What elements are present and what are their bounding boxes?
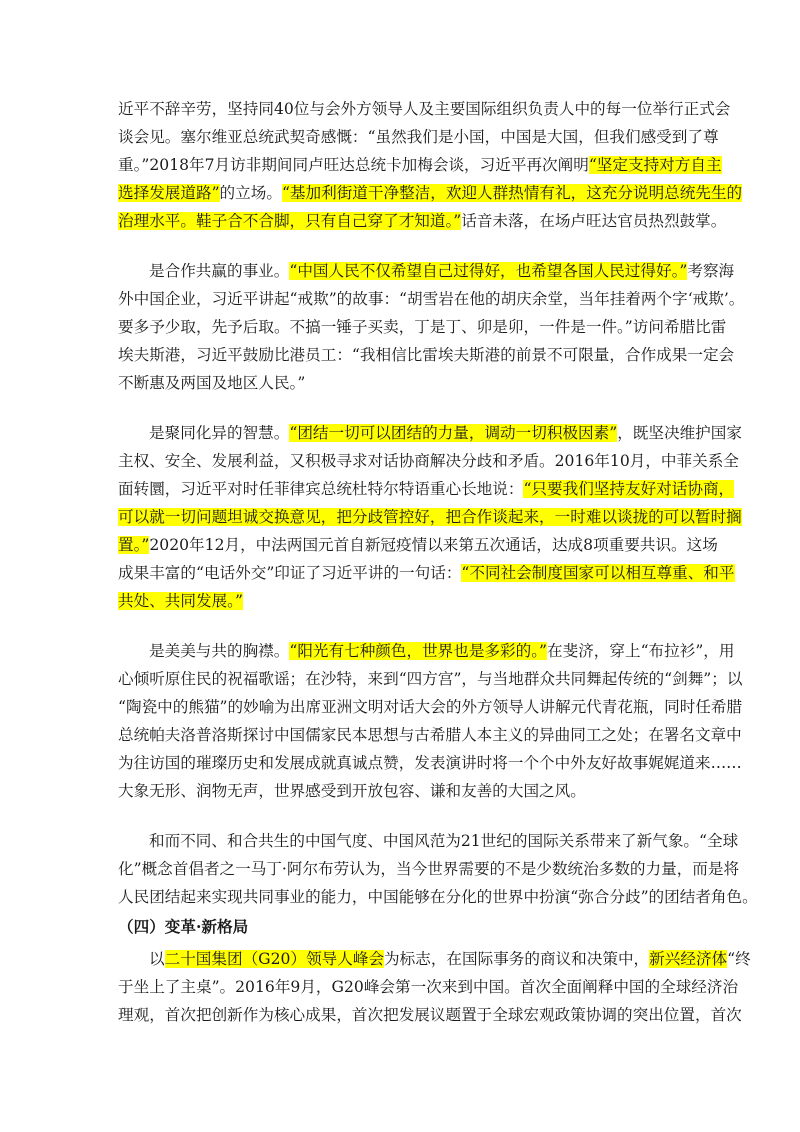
highlighted-text: “坚定支持对方自主	[588, 156, 722, 174]
text-segment: 理观，首次把创新作为核心成果，首次把发展议题置于全球宏观政策协调的突出位置，首次	[118, 1006, 742, 1024]
text-line	[118, 1002, 742, 1028]
text-segment: 2020年12月，中法两国元首自新冠疫情以来第五次通话，达成8项重要共识。这场	[149, 536, 718, 554]
text-line	[118, 750, 742, 776]
text-segment: 于坐上了主桌”。2016年9月，G20峰会第一次来到中国。首次全面阐释中国的全球经济治	[118, 978, 739, 996]
highlighted-text: “基加利街道干净整洁，欢迎人群热情有礼，这充分说明总统先生的	[281, 184, 743, 202]
text-segment: 考察海	[687, 262, 735, 280]
highlighted-text: “阳光有七种颜色，世界也是多彩的。”	[289, 642, 548, 660]
text-line	[118, 448, 739, 474]
highlighted-text: 共处、共同发展。”	[118, 592, 243, 610]
text-line	[118, 588, 698, 614]
text-segment: 近平不辞辛劳，坚持同40位与会外方领导人及主要国际组织负责人中的每一位举行正式会	[118, 100, 731, 118]
text-segment: 埃夫斯港，习近平鼓励比港员工：“我相信比雷埃夫斯港的前景不可限量，合作成果一定会	[118, 346, 735, 364]
text-line	[118, 314, 727, 340]
text-segment: 话音未落，在场卢旺达官员热烈鼓掌。	[461, 212, 727, 230]
text-segment: 总统帕夫洛普洛斯探讨中国儒家民本思想与古希腊人本主义的异曲同工之处；在署名文章中	[118, 726, 742, 744]
text-line	[118, 974, 739, 1000]
text-line	[118, 532, 718, 558]
text-segment: 外中国企业，习近平讲起“戒欺”的故事：“胡雪岩在他的胡庆余堂，当年挂着两个字‘戒欺’。	[118, 290, 745, 308]
text-segment: （四）变革·新格局	[118, 917, 249, 936]
text-line	[118, 124, 719, 150]
text-segment: 化”概念首倡者之一马丁·阿尔布劳认为，当今世界需要的不是少数统治多数的力量，而是将	[118, 860, 740, 878]
text-segment: 是聚同化异的智慧。	[149, 424, 290, 442]
text-segment: 要多予少取，先予后取。不搞一锤子买卖，丁是丁、卯是卯，一件是一件。”访问希腊比雷	[118, 318, 727, 336]
text-line	[149, 638, 735, 664]
text-segment: 在斐济，穿上“布拉衫”，用	[547, 642, 735, 660]
highlighted-text: 新兴经济体	[649, 950, 728, 968]
highlighted-text: 治理水平。鞋子合不合脚，只有自己穿了才知道。”	[118, 212, 462, 230]
text-segment: 成果丰富的“电话外交”印证了习近平讲的一句话：	[118, 564, 462, 582]
text-segment: 的立场。	[219, 184, 282, 202]
text-segment: 为往访国的璀璨历史和发展成就真诚点赞，发表演讲时将一个个中外友好故事娓娓道来……	[118, 754, 742, 772]
text-line	[118, 884, 758, 910]
text-segment: ，既坚决维护国家	[617, 424, 742, 442]
text-line	[118, 342, 735, 368]
text-line	[118, 96, 731, 122]
text-line	[118, 560, 735, 586]
text-line	[118, 180, 743, 206]
text-line	[149, 420, 742, 446]
text-line	[149, 258, 735, 284]
text-line	[118, 286, 745, 312]
text-line	[149, 828, 739, 854]
text-segment: 为标志，在国际事务的商议和决策中，	[384, 950, 650, 968]
text-segment: 和而不同、和合共生的中国气度、中国风范为21世纪的国际关系带来了新气象。“全球	[149, 832, 739, 850]
highlighted-text: “中国人民不仅希望自己过得好，也希望各国人民过得好。”	[289, 262, 688, 280]
text-segment: 面转圜，习近平对时任菲律宾总统杜特尔特语重心长地说：	[118, 480, 524, 498]
text-segment: 主权、安全、发展利益，又积极寻求对话协商解决分歧和矛盾。2016年10月，中菲关系全	[118, 452, 739, 470]
text-segment: 谈会见。塞尔维亚总统武契奇感慨：“虽然我们是小国，中国是大国，但我们感受到了尊	[118, 128, 719, 146]
highlighted-text: 可以就一切问题坦诚交换意见，把分歧管控好，把合作谈起来，一时难以谈拢的可以暂时搁	[118, 508, 742, 526]
text-line	[118, 370, 698, 396]
text-line	[118, 152, 722, 178]
text-segment: 以	[149, 950, 165, 968]
text-line	[118, 666, 743, 692]
text-segment: “终	[727, 950, 751, 968]
text-line	[118, 722, 742, 748]
text-segment: 不断惠及两国及地区人民。”	[118, 374, 306, 392]
text-segment: 心倾听原住民的祝福歌谣；在沙特，来到“四方宫”，与当地群众共同舞起传统的“剑舞”；以	[118, 670, 743, 688]
text-line	[118, 856, 740, 882]
highlighted-text: “不同社会制度国家可以相互尊重、和平	[461, 564, 735, 582]
text-segment: “陶瓷中的熊猫”的妙喻为出席亚洲文明对话大会的外方领导人讲解元代青花瓶，同时任希腊	[118, 698, 743, 716]
section-heading	[118, 914, 698, 940]
highlighted-text: 置。”	[118, 536, 150, 554]
highlighted-text: “团结一切可以团结的力量，调动一切积极因素”	[289, 424, 618, 442]
text-segment: 重。”2018年7月访非期间同卢旺达总统卡加梅会谈，习近平再次阐明	[118, 156, 589, 174]
highlighted-text: 二十国集团（G20）领导人峰会	[164, 950, 385, 968]
text-line	[118, 208, 727, 234]
text-line	[118, 504, 742, 530]
text-segment: 大象无形、润物无声，世界感受到开放包容、谦和友善的大国之风。	[118, 782, 586, 800]
text-segment: 人民团结起来实现共同事业的能力，中国能够在分化的世界中扮演“弥合分歧”的团结者角色。	[118, 888, 758, 906]
text-line	[118, 476, 735, 502]
highlighted-text: 选择发展道路”	[118, 184, 220, 202]
text-line	[118, 778, 698, 804]
text-line	[149, 946, 751, 972]
text-segment: 是合作共赢的事业。	[149, 262, 290, 280]
highlighted-text: “只要我们坚持友好对话协商，	[523, 480, 735, 498]
text-line	[118, 694, 743, 720]
text-segment: 是美美与共的胸襟。	[149, 642, 290, 660]
